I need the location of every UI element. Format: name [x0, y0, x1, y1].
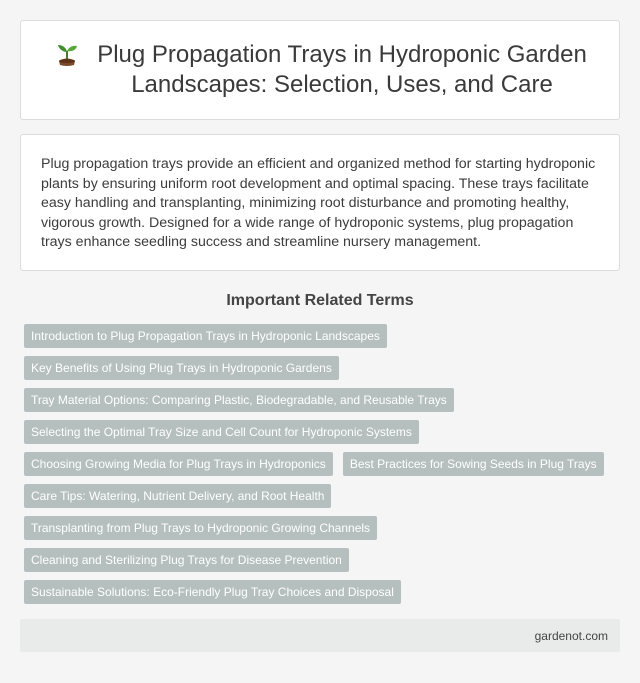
footer: [20, 619, 620, 652]
related-term-tag[interactable]: Best Practices for Sowing Seeds in Plug Trays: [343, 452, 604, 476]
intro-card: [20, 134, 620, 271]
related-term-tag[interactable]: Choosing Growing Media for Plug Trays in Hydroponics: [24, 452, 333, 476]
related-terms-heading: Important Related Terms: [226, 292, 414, 309]
related-term-tag[interactable]: Cleaning and Sterilizing Plug Trays for Disease Prevention: [24, 548, 349, 572]
related-term-tag[interactable]: Tray Material Options: Comparing Plastic, Biodegradable, and Reusable Trays: [24, 388, 454, 412]
related-term-tag[interactable]: Introduction to Plug Propagation Trays in Hydroponic Landscapes: [24, 324, 387, 348]
page-title: Plug Propagation Trays in Hydroponic Garden Landscapes: Selection, Uses, and Care: [97, 41, 587, 98]
tag-row: [24, 452, 624, 476]
related-term-tag[interactable]: Transplanting from Plug Trays to Hydroponic Growing Channels: [24, 516, 377, 540]
related-term-tag[interactable]: Key Benefits of Using Plug Trays in Hydroponic Gardens: [24, 356, 339, 380]
related-terms-list: [24, 324, 624, 612]
title-row: [53, 40, 587, 100]
related-term-tag[interactable]: Sustainable Solutions: Eco-Friendly Plug Tray Choices and Disposal: [24, 580, 401, 604]
tag-row: [24, 356, 624, 380]
intro-paragraph: Plug propagation trays provide an efficient and organized method for starting hydroponic plants by ensuring uniform root development and optimal spacing. These trays facilitate easy handling and transplanting, minimizing root disturbance and promoting healthy, vigorous growth. Designed for a wide range of hydroponic systems, plug propagation trays enhance seedling success and streamline nursery management.: [41, 156, 596, 250]
tag-row: [24, 388, 624, 412]
related-term-tag[interactable]: Care Tips: Watering, Nutrient Delivery, and Root Health: [24, 484, 331, 508]
tag-row: [24, 580, 624, 604]
seedling-icon: [53, 40, 81, 68]
tag-row: [24, 516, 624, 540]
tag-row: [24, 484, 624, 508]
related-term-tag[interactable]: Selecting the Optimal Tray Size and Cell Count for Hydroponic Systems: [24, 420, 419, 444]
tag-row: [24, 324, 624, 348]
tag-row: [24, 420, 624, 444]
tag-row: [24, 548, 624, 572]
title-card: [20, 20, 620, 120]
site-name[interactable]: gardenot.com: [534, 628, 608, 643]
